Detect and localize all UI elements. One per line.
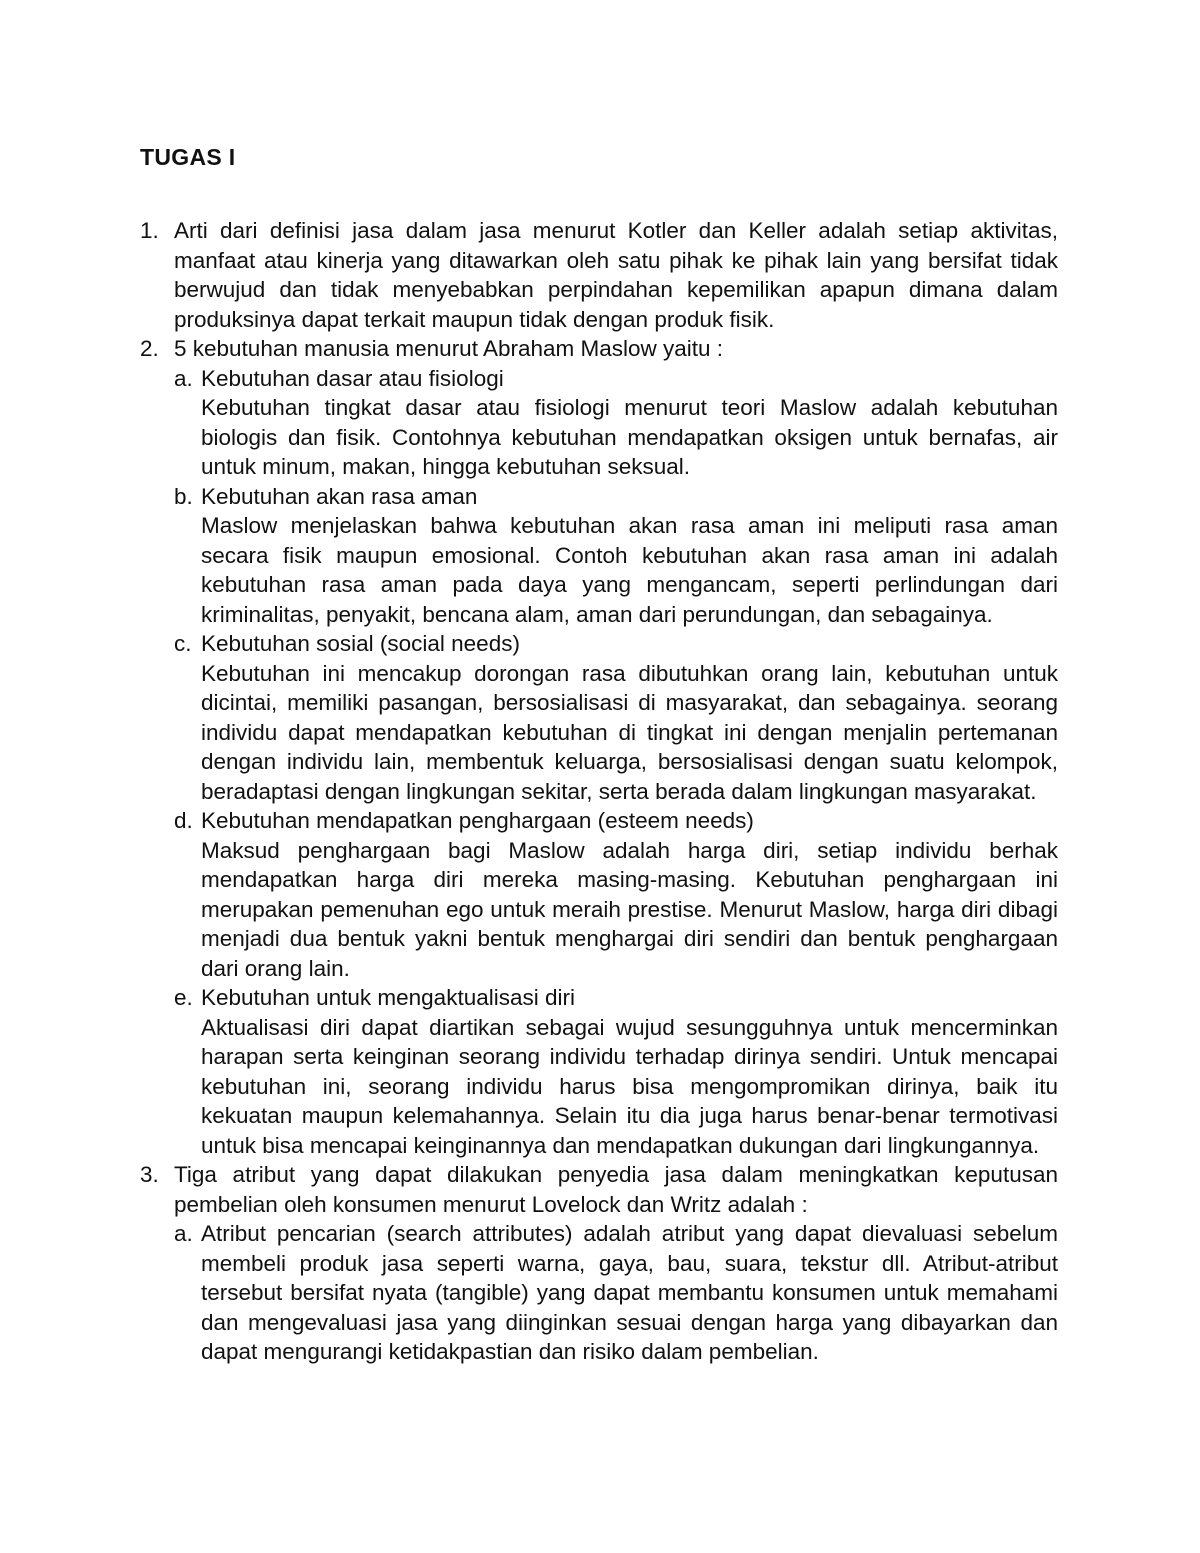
sub-item-letter: e.: [174, 985, 193, 1010]
sub-item-letter: b.: [174, 483, 193, 509]
list-item-text: 5 kebutuhan manusia menurut Abraham Maslow yaitu :: [174, 336, 724, 361]
sub-item-letter: a.: [174, 1221, 193, 1246]
sub-item-body: Kebutuhan ini mencakup dorongan rasa dibutuhkan orang lain, kebutuhan untuk dicintai, memiliki pasangan, bersosialisasi di masyarakat, dan sebagainya. seorang individu dapat mendapatkan kebutuhan di tingkat ini dengan menjalin pertemanan dengan individu lain, membentuk keluarga, bersosialisasi dengan suatu kelompok, beradaptasi dengan lingkungan sekitar, serta berada dalam lingkungan masyarakat.: [201, 660, 1058, 804]
list-item-text: Tiga atribut yang dapat dilakukan penyedia jasa dalam meningkatkan keputusan pembelian oleh konsumen menurut Lovelock dan Writz adalah :: [174, 1162, 1058, 1217]
sub-item: [174, 1219, 1058, 1367]
sub-item-body: Aktualisasi diri dapat diartikan sebagai wujud sesungguhnya untuk mencerminkan harapan serta keinginan seorang individu terhadap dirinya sendiri. Untuk mencapai kebutuhan ini, seorang individu harus bisa mengompromikan dirinya, baik itu kekuatan maupun kelemahannya. Selain itu dia juga harus benar-benar termotivasi untuk bisa mencapai keinginannya dan mendapatkan dukungan dari lingkungannya.: [201, 1014, 1058, 1158]
sub-item: [174, 983, 1058, 1160]
list-item: [140, 216, 1058, 334]
document-body: [140, 216, 1058, 1367]
list-item-number: 3.: [140, 1162, 159, 1187]
sub-item-body: Kebutuhan tingkat dasar atau fisiologi menurut teori Maslow adalah kebutuhan biologis dan fisik. Contohnya kebutuhan mendapatkan oksigen untuk bernafas, air untuk minum, makan, hingga kebutuhan seksual.: [201, 395, 1058, 479]
list-item-number: 1.: [140, 218, 159, 243]
sub-item-body: Maksud penghargaan bagi Maslow adalah harga diri, setiap individu berhak mendapatkan harga diri mereka masing-masing. Kebutuhan penghargaan ini merupakan pemenuhan ego untuk meraih prestise. Menurut Maslow, harga diri dibagi menjadi dua bentuk yakni bentuk menghargai diri sendiri dan bentuk penghargaan dari orang lain.: [201, 837, 1058, 981]
sub-item-letter: d.: [174, 808, 193, 833]
sub-item: [174, 364, 1058, 482]
sub-item-title: Kebutuhan mendapatkan penghargaan (esteem needs): [201, 808, 754, 833]
document-title: TUGAS I: [140, 144, 236, 170]
sub-item: [174, 482, 1058, 630]
sub-item-title: Kebutuhan sosial (social needs): [201, 631, 520, 656]
list-item: [140, 334, 1058, 1160]
sub-item-body: Atribut pencarian (search attributes) adalah atribut yang dapat dievaluasi sebelum membeli produk jasa seperti warna, gaya, bau, suara, tekstur dll. Atribut-atribut tersebut bersifat nyata (tangible) yang dapat membantu konsumen untuk memahami dan mengevaluasi jasa yang diinginkan sesuai dengan harga yang dibayarkan dan dapat mengurangi ketidakpastian dan risiko dalam pembelian.: [201, 1221, 1058, 1364]
sub-item-title: Kebutuhan akan rasa aman: [201, 483, 478, 509]
sub-item-body: Maslow menjelaskan bahwa kebutuhan akan rasa aman ini meliputi rasa aman secara fisik maupun emosional. Contoh kebutuhan akan rasa aman ini adalah kebutuhan rasa aman pada daya yang mengancam, seperti perlindungan dari kriminalitas, penyakit, bencana alam, aman dari perundungan, dan sebagainya.: [201, 513, 1058, 627]
list-item: [140, 1160, 1058, 1367]
sub-item-title: Kebutuhan untuk mengaktualisasi diri: [201, 985, 575, 1010]
sub-item-letter: a.: [174, 365, 193, 391]
sub-item-letter: c.: [174, 631, 192, 656]
sub-item: [174, 806, 1058, 983]
sub-item-title: Kebutuhan dasar atau fisiologi: [201, 365, 504, 391]
list-item-text: Arti dari definisi jasa dalam jasa menurut Kotler dan Keller adalah setiap aktivitas, manfaat atau kinerja yang ditawarkan oleh satu pihak ke pihak lain yang bersifat tidak berwujud dan tidak menyebabkan perpindahan kepemilikan apapun dimana dalam produksinya dapat terkait maupun tidak dengan produk fisik.: [174, 218, 1058, 332]
sub-item: [174, 629, 1058, 806]
list-item-number: 2.: [140, 336, 159, 361]
